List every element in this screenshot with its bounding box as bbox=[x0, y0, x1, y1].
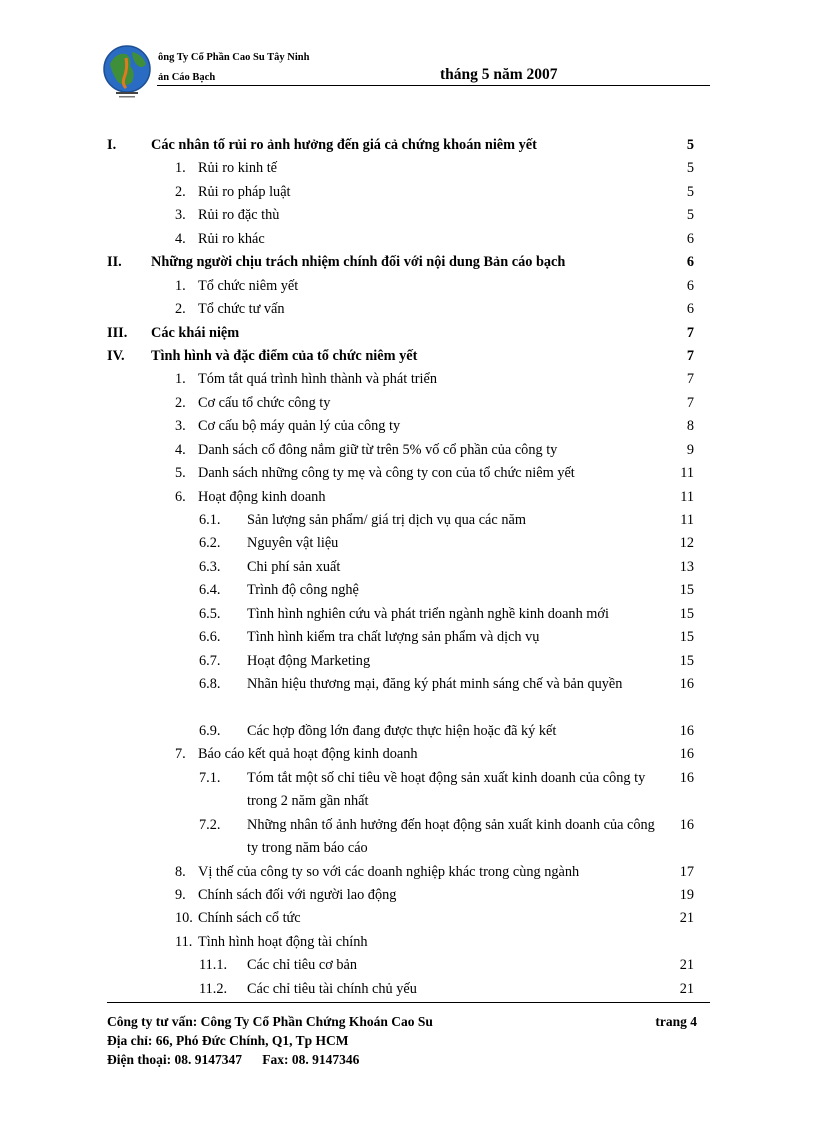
toc-entry-page: 5 bbox=[686, 137, 694, 153]
toc-entry[interactable] bbox=[0, 228, 816, 251]
toc-entry-page: 11 bbox=[680, 465, 694, 482]
toc-entry-title: Báo cáo kết quả hoạt động kinh doanh bbox=[198, 746, 418, 763]
toc-entry[interactable] bbox=[0, 439, 816, 462]
toc-entry-number: 1. bbox=[175, 160, 186, 177]
toc-entry[interactable] bbox=[0, 486, 816, 509]
toc-entry-page: 8 bbox=[686, 418, 694, 435]
toc-entry-title: Tình hình kiểm tra chất lượng sản phẩm và dịch vụ bbox=[247, 629, 540, 646]
page-header bbox=[102, 40, 710, 88]
toc-entry-page: 17 bbox=[679, 863, 694, 880]
toc-entry-number: 5. bbox=[175, 465, 186, 482]
toc-entry[interactable] bbox=[0, 204, 816, 227]
toc-entry[interactable] bbox=[0, 931, 816, 954]
toc-entry-title: Rủi ro kinh tế bbox=[198, 160, 278, 177]
toc-entry-title: Tóm tắt một số chỉ tiêu về hoạt động sản xuất kinh doanh của công ty trong 2 năm gần nhất bbox=[247, 769, 646, 810]
toc-entry[interactable] bbox=[0, 978, 816, 1001]
toc-entry[interactable] bbox=[0, 532, 816, 555]
toc-entry-title: Trình độ công nghệ bbox=[247, 582, 359, 599]
toc-entry-number: 4. bbox=[175, 441, 186, 458]
toc-entry[interactable] bbox=[0, 298, 816, 321]
toc-entry[interactable] bbox=[0, 673, 816, 720]
toc-entry-number: 6.9. bbox=[199, 722, 221, 739]
toc-entry-page: 12 bbox=[679, 535, 694, 552]
toc-entry-title: Các hợp đồng lớn đang được thực hiện hoặc đã ký kết bbox=[247, 722, 557, 739]
toc-entry[interactable] bbox=[0, 134, 816, 157]
toc-entry[interactable] bbox=[0, 579, 816, 602]
toc-entry-title: Tình hình hoạt động tài chính bbox=[198, 933, 368, 950]
toc-entry-title: Rủi ro pháp luật bbox=[198, 183, 291, 200]
toc-entry-number: 11.1. bbox=[199, 957, 228, 974]
toc-entry-title: Những người chịu trách nhiệm chính đối với nội dung Bản cáo bạch bbox=[151, 254, 566, 271]
toc-entry-page: 13 bbox=[679, 558, 694, 575]
toc-entry-number: 7.2. bbox=[199, 816, 221, 833]
toc-entry[interactable] bbox=[0, 251, 816, 274]
toc-entry[interactable] bbox=[0, 650, 816, 673]
toc-entry-title: Chính sách cổ tức bbox=[198, 910, 301, 927]
toc-entry-page: 15 bbox=[679, 629, 694, 646]
toc-entry[interactable] bbox=[0, 275, 816, 298]
toc-entry-title: Danh sách những công ty mẹ và công ty con của tổ chức niêm yết bbox=[198, 465, 575, 482]
toc-entry-page: 11 bbox=[680, 488, 694, 505]
toc-entry-page: 7 bbox=[686, 371, 694, 388]
toc-entry-title: Rủi ro đặc thù bbox=[198, 207, 280, 224]
table-of-contents bbox=[0, 134, 816, 1001]
toc-entry-number: 11.2. bbox=[199, 980, 228, 997]
toc-entry[interactable] bbox=[0, 157, 816, 180]
toc-entry[interactable] bbox=[0, 392, 816, 415]
toc-entry[interactable] bbox=[0, 462, 816, 485]
toc-entry-number: 6. bbox=[175, 488, 186, 505]
company-logo-globe-icon bbox=[102, 44, 154, 100]
toc-entry-page: 19 bbox=[679, 887, 694, 904]
toc-entry-title: Hoạt động kinh doanh bbox=[198, 488, 326, 505]
toc-entry-number: 7. bbox=[175, 746, 186, 763]
toc-entry-title: Chi phí sản xuất bbox=[247, 558, 341, 575]
toc-entry-page: 6 bbox=[686, 277, 694, 294]
toc-entry-title: Các chỉ tiêu cơ bản bbox=[247, 957, 357, 974]
toc-entry-title: Cơ cấu tổ chức công ty bbox=[198, 394, 331, 411]
toc-entry[interactable] bbox=[0, 626, 816, 649]
toc-entry-page: 16 bbox=[679, 746, 694, 763]
toc-entry-number: I. bbox=[107, 137, 117, 153]
toc-entry-title: Tổ chức tư vấn bbox=[198, 301, 285, 318]
toc-entry[interactable] bbox=[0, 603, 816, 626]
toc-entry-page: 15 bbox=[679, 652, 694, 669]
toc-entry-title: Các khái niệm bbox=[151, 324, 240, 341]
toc-entry-page: 7 bbox=[686, 324, 694, 341]
toc-entry-page: 5 bbox=[686, 207, 694, 224]
toc-entry-number: 6.4. bbox=[199, 582, 221, 599]
toc-entry[interactable] bbox=[0, 720, 816, 743]
toc-entry-page: 6 bbox=[686, 230, 694, 247]
toc-entry[interactable] bbox=[0, 181, 816, 204]
toc-entry-page: 15 bbox=[679, 605, 694, 622]
toc-entry-title: Tóm tắt quá trình hình thành và phát triển bbox=[198, 371, 438, 388]
toc-entry-number: 2. bbox=[175, 394, 186, 411]
document-date: tháng 5 năm 2007 bbox=[440, 66, 558, 83]
toc-entry-title: Danh sách cổ đông nắm giữ từ trên 5% vố cổ phần của công ty bbox=[198, 441, 558, 458]
toc-entry-number: 2. bbox=[175, 183, 186, 200]
toc-entry-page: 16 bbox=[679, 676, 694, 693]
toc-entry-number: 4. bbox=[175, 230, 186, 247]
toc-entry-page: 5 bbox=[686, 183, 694, 200]
footer-advisor: Công ty tư vấn: Công Ty Cổ Phần Chứng Khoán Cao Su bbox=[107, 1014, 433, 1029]
toc-entry-title: Sản lượng sản phẩm/ giá trị dịch vụ qua các năm bbox=[247, 512, 526, 528]
toc-entry-title: Chính sách đối với người lao động bbox=[198, 887, 397, 904]
toc-entry[interactable] bbox=[0, 415, 816, 438]
toc-entry[interactable] bbox=[0, 345, 816, 368]
toc-entry-number: 1. bbox=[175, 277, 186, 294]
toc-entry-title: Các chỉ tiêu tài chính chủ yếu bbox=[247, 980, 417, 997]
toc-entry-page: 9 bbox=[686, 441, 694, 458]
footer-divider bbox=[107, 1002, 710, 1003]
toc-entry-title: Nguyên vật liệu bbox=[247, 535, 339, 552]
page-number: trang 4 bbox=[655, 1014, 697, 1029]
toc-entry-title: Nhãn hiệu thương mại, đăng ký phát minh sáng chế và bản quyền bbox=[247, 676, 623, 693]
toc-entry-number: 3. bbox=[175, 418, 186, 435]
toc-entry-number: 6.8. bbox=[199, 676, 221, 693]
toc-entry-number: 8. bbox=[175, 863, 186, 880]
toc-entry-page: 7 bbox=[686, 347, 694, 364]
toc-entry-title: Vị thế của công ty so với các doanh nghiệp khác trong cùng ngành bbox=[198, 863, 580, 880]
toc-entry-title: Rủi ro khác bbox=[198, 230, 265, 247]
toc-entry-number: 3. bbox=[175, 207, 186, 224]
toc-entry-number: 6.6. bbox=[199, 629, 221, 646]
toc-entry[interactable] bbox=[0, 743, 816, 766]
toc-entry-page: 16 bbox=[679, 722, 694, 739]
toc-entry-page: 16 bbox=[679, 816, 694, 833]
toc-entry-title: Tổ chức niêm yết bbox=[198, 277, 299, 294]
toc-entry[interactable] bbox=[0, 509, 816, 532]
toc-entry-page: 6 bbox=[686, 254, 694, 271]
toc-entry-page: 6 bbox=[686, 301, 694, 318]
toc-entry-number: 7.1. bbox=[199, 769, 221, 786]
toc-entry[interactable] bbox=[0, 884, 816, 907]
toc-entry-number: IV. bbox=[107, 347, 125, 364]
header-divider bbox=[157, 85, 710, 86]
toc-entry-title: Tình hình và đặc điểm của tổ chức niêm yết bbox=[151, 347, 418, 364]
toc-entry-title: Cơ cấu bộ máy quản lý của công ty bbox=[198, 418, 401, 435]
toc-entry-number: 6.7. bbox=[199, 652, 221, 669]
toc-entry-page: 5 bbox=[686, 160, 694, 177]
toc-entry[interactable] bbox=[0, 322, 816, 345]
toc-entry-page: 11 bbox=[680, 512, 694, 528]
page-footer bbox=[107, 1012, 710, 1069]
toc-entry-page: 21 bbox=[679, 980, 694, 997]
toc-entry-title: Tình hình nghiên cứu và phát triển ngành nghề kinh doanh mới bbox=[247, 605, 609, 622]
toc-entry-page: 21 bbox=[679, 910, 694, 927]
toc-entry[interactable] bbox=[0, 954, 816, 977]
toc-entry[interactable] bbox=[0, 767, 816, 814]
toc-entry-number: 9. bbox=[175, 887, 186, 904]
toc-entry-number: 6.1. bbox=[199, 512, 221, 528]
toc-entry-number: 10. bbox=[175, 910, 193, 927]
toc-entry-number: II. bbox=[107, 254, 122, 271]
toc-entry-title: Những nhân tố ảnh hưởng đến hoạt động sản xuất kinh doanh của công ty trong năm báo cáo bbox=[247, 816, 655, 857]
toc-entry-number: III. bbox=[107, 324, 128, 341]
toc-entry-page: 15 bbox=[679, 582, 694, 599]
footer-phone-fax: Điện thoại: 08. 9147347 Fax: 08. 9147346 bbox=[107, 1052, 360, 1067]
toc-entry-number: 2. bbox=[175, 301, 186, 318]
toc-entry-page: 16 bbox=[679, 769, 694, 786]
toc-entry-number: 6.2. bbox=[199, 535, 221, 552]
toc-entry-title: Hoạt động Marketing bbox=[247, 652, 371, 669]
toc-entry[interactable] bbox=[0, 814, 816, 861]
toc-entry-number: 6.3. bbox=[199, 558, 221, 575]
toc-entry-page: 7 bbox=[686, 394, 694, 411]
document-subtitle: ản Cáo Bạch bbox=[158, 72, 216, 83]
company-name: ông Ty Cổ Phần Cao Su Tây Ninh bbox=[158, 52, 310, 63]
footer-address: Địa chỉ: 66, Phó Đức Chính, Q1, Tp HCM bbox=[107, 1033, 349, 1048]
toc-entry[interactable] bbox=[0, 368, 816, 391]
toc-entry-title: Các nhân tố rủi ro ảnh hưởng đến giá cả chứng khoán niêm yết bbox=[151, 137, 537, 153]
toc-entry-number: 6.5. bbox=[199, 605, 221, 622]
toc-entry[interactable] bbox=[0, 861, 816, 884]
toc-entry-number: 1. bbox=[175, 371, 186, 388]
toc-entry-page: 21 bbox=[679, 957, 694, 974]
toc-entry-number: 11. bbox=[175, 933, 193, 950]
toc-entry[interactable] bbox=[0, 907, 816, 930]
toc-entry[interactable] bbox=[0, 556, 816, 579]
